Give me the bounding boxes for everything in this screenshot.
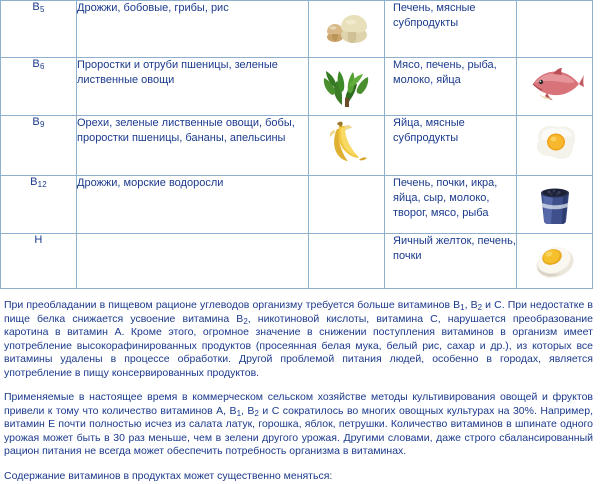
vitamin-name: H: [34, 234, 43, 246]
paragraph-1-subscript-2: 2: [477, 303, 483, 312]
vitamin-name: B: [32, 116, 40, 128]
plant-source-image-cell: [309, 176, 385, 234]
animal-source-image-cell: [517, 1, 593, 58]
vitamin-name: B: [32, 1, 40, 13]
paragraph-2: [4, 391, 593, 459]
plant-sources-cell: Дрожжи, бобовые, грибы, рис: [77, 1, 309, 58]
vitamin-name-subscript: 9: [39, 120, 45, 129]
paragraph-2-subscript-1: 1: [236, 408, 242, 418]
paragraph-1-segment-1: При преобладании в пищевом рационе углеводов организму требуется больше витаминов B: [4, 299, 461, 311]
plant-sources-cell: Дрожжи, морские водоросли: [77, 176, 309, 234]
vitamin-name-subscript: 12: [37, 180, 47, 189]
fish-icon: [517, 58, 592, 112]
plant-sources-cell: [77, 234, 309, 289]
animal-source-image-cell: [517, 58, 593, 116]
plant-sources-cell: Проростки и отруби пшеницы, зеленые лиственные овощи: [77, 58, 309, 116]
vitamin-name-cell: [1, 58, 77, 116]
animal-sources-cell: Печень, почки, икра, яйца, сыр, молоко, творог, мясо, рыба: [385, 176, 517, 234]
paragraph-2-subscript-2: 2: [254, 408, 259, 418]
animal-sources-cell: Яичный желток, печень, почки: [385, 234, 517, 289]
empty-image-slot: [309, 176, 384, 230]
spinach-icon: [309, 58, 384, 112]
banana-icon: [309, 116, 384, 172]
boiled-egg-icon: [517, 234, 592, 288]
plant-sources-cell: Орехи, зеленые лиственные овощи, бобы, проростки пшеницы, бананы, апельсины: [77, 116, 309, 176]
paragraph-1-segment-4: , никотиновой кислоты, витамина С, нарушается преобразование каротина в витамин А. Кроме этого, огромное значение в снижении поступления витаминов в организм имеет употребление высокорафинированных продуктов (просеянная белая мука, белый рис, сахар и др.), из которых все витамины удалены в процессе обработки. Другой проблемой питания людей, особенно в городах, является употребление в пищу консервированных продуктов.: [4, 312, 594, 379]
plant-source-image-cell: [309, 234, 385, 289]
paragraph-2-segment-2: , B: [241, 404, 255, 417]
animal-source-image-cell: [517, 116, 593, 176]
table-row: [1, 58, 593, 116]
paragraph-1-subscript-1: 1: [460, 303, 465, 312]
paragraph-1-segment-3: и С. При недостатке в пище белка снижается усвоение витамина B: [4, 299, 593, 325]
animal-sources-cell: Мясо, печень, рыба, молоко, яйца: [385, 58, 517, 116]
table-row: [1, 176, 593, 234]
empty-image-slot: [309, 234, 384, 288]
plant-source-image-cell: [309, 1, 385, 58]
paragraph-3: Содержание витаминов в продуктах может существенно меняться:: [4, 469, 333, 482]
vitamin-name: B: [32, 58, 40, 70]
paragraph-1-subscript-3: 2: [243, 316, 248, 326]
vitamin-name-cell: [1, 116, 77, 176]
animal-source-image-cell: [517, 234, 593, 289]
animal-sources-cell: Яйца, мясные субпродукты: [385, 116, 517, 176]
vitamin-name: B: [30, 176, 38, 188]
vitamin-name-subscript: 6: [39, 62, 45, 71]
fried-egg-icon: [517, 116, 592, 170]
plant-source-image-cell: [309, 58, 385, 116]
table-row: [1, 116, 593, 176]
paragraph-2-segment-1: Применяемые в настоящее время в коммерческом сельском хозяйстве методы культивирования овощей и фруктов привели к тому что количество витаминов А, B: [4, 391, 593, 417]
table-row: [1, 234, 593, 289]
caviar-jar-icon: [517, 176, 592, 230]
vitamin-name-subscript: 5: [39, 5, 45, 14]
animal-sources-cell: Печень, мясные субпродукты: [385, 1, 517, 58]
empty-image-slot: [517, 1, 592, 55]
paragraph-1: [4, 299, 593, 380]
table-row: [1, 1, 593, 58]
paragraph-1-segment-2: , B: [464, 299, 478, 311]
vitamin-name-cell: [1, 234, 77, 289]
animal-source-image-cell: [517, 176, 593, 234]
mushrooms-icon: [309, 1, 384, 55]
article-body: [0, 289, 600, 483]
vitamin-name-cell: [1, 176, 77, 234]
paragraph-2-segment-3: и С сократилось во многих овощных культурах на 30%. Например, витамин Е почти полностью исчез из салата латук, горошка, яблок, петрушки. Количество витаминов в шпинате одного урожая может быть в 30 раз меньше, чем в зелени другого урожая. Другими словами, даже строго сбалансированный рацион питания не всегда может обеспечить потребность организма в витаминах.: [4, 404, 593, 457]
vitamin-name-cell: [1, 1, 77, 58]
plant-source-image-cell: [309, 116, 385, 176]
